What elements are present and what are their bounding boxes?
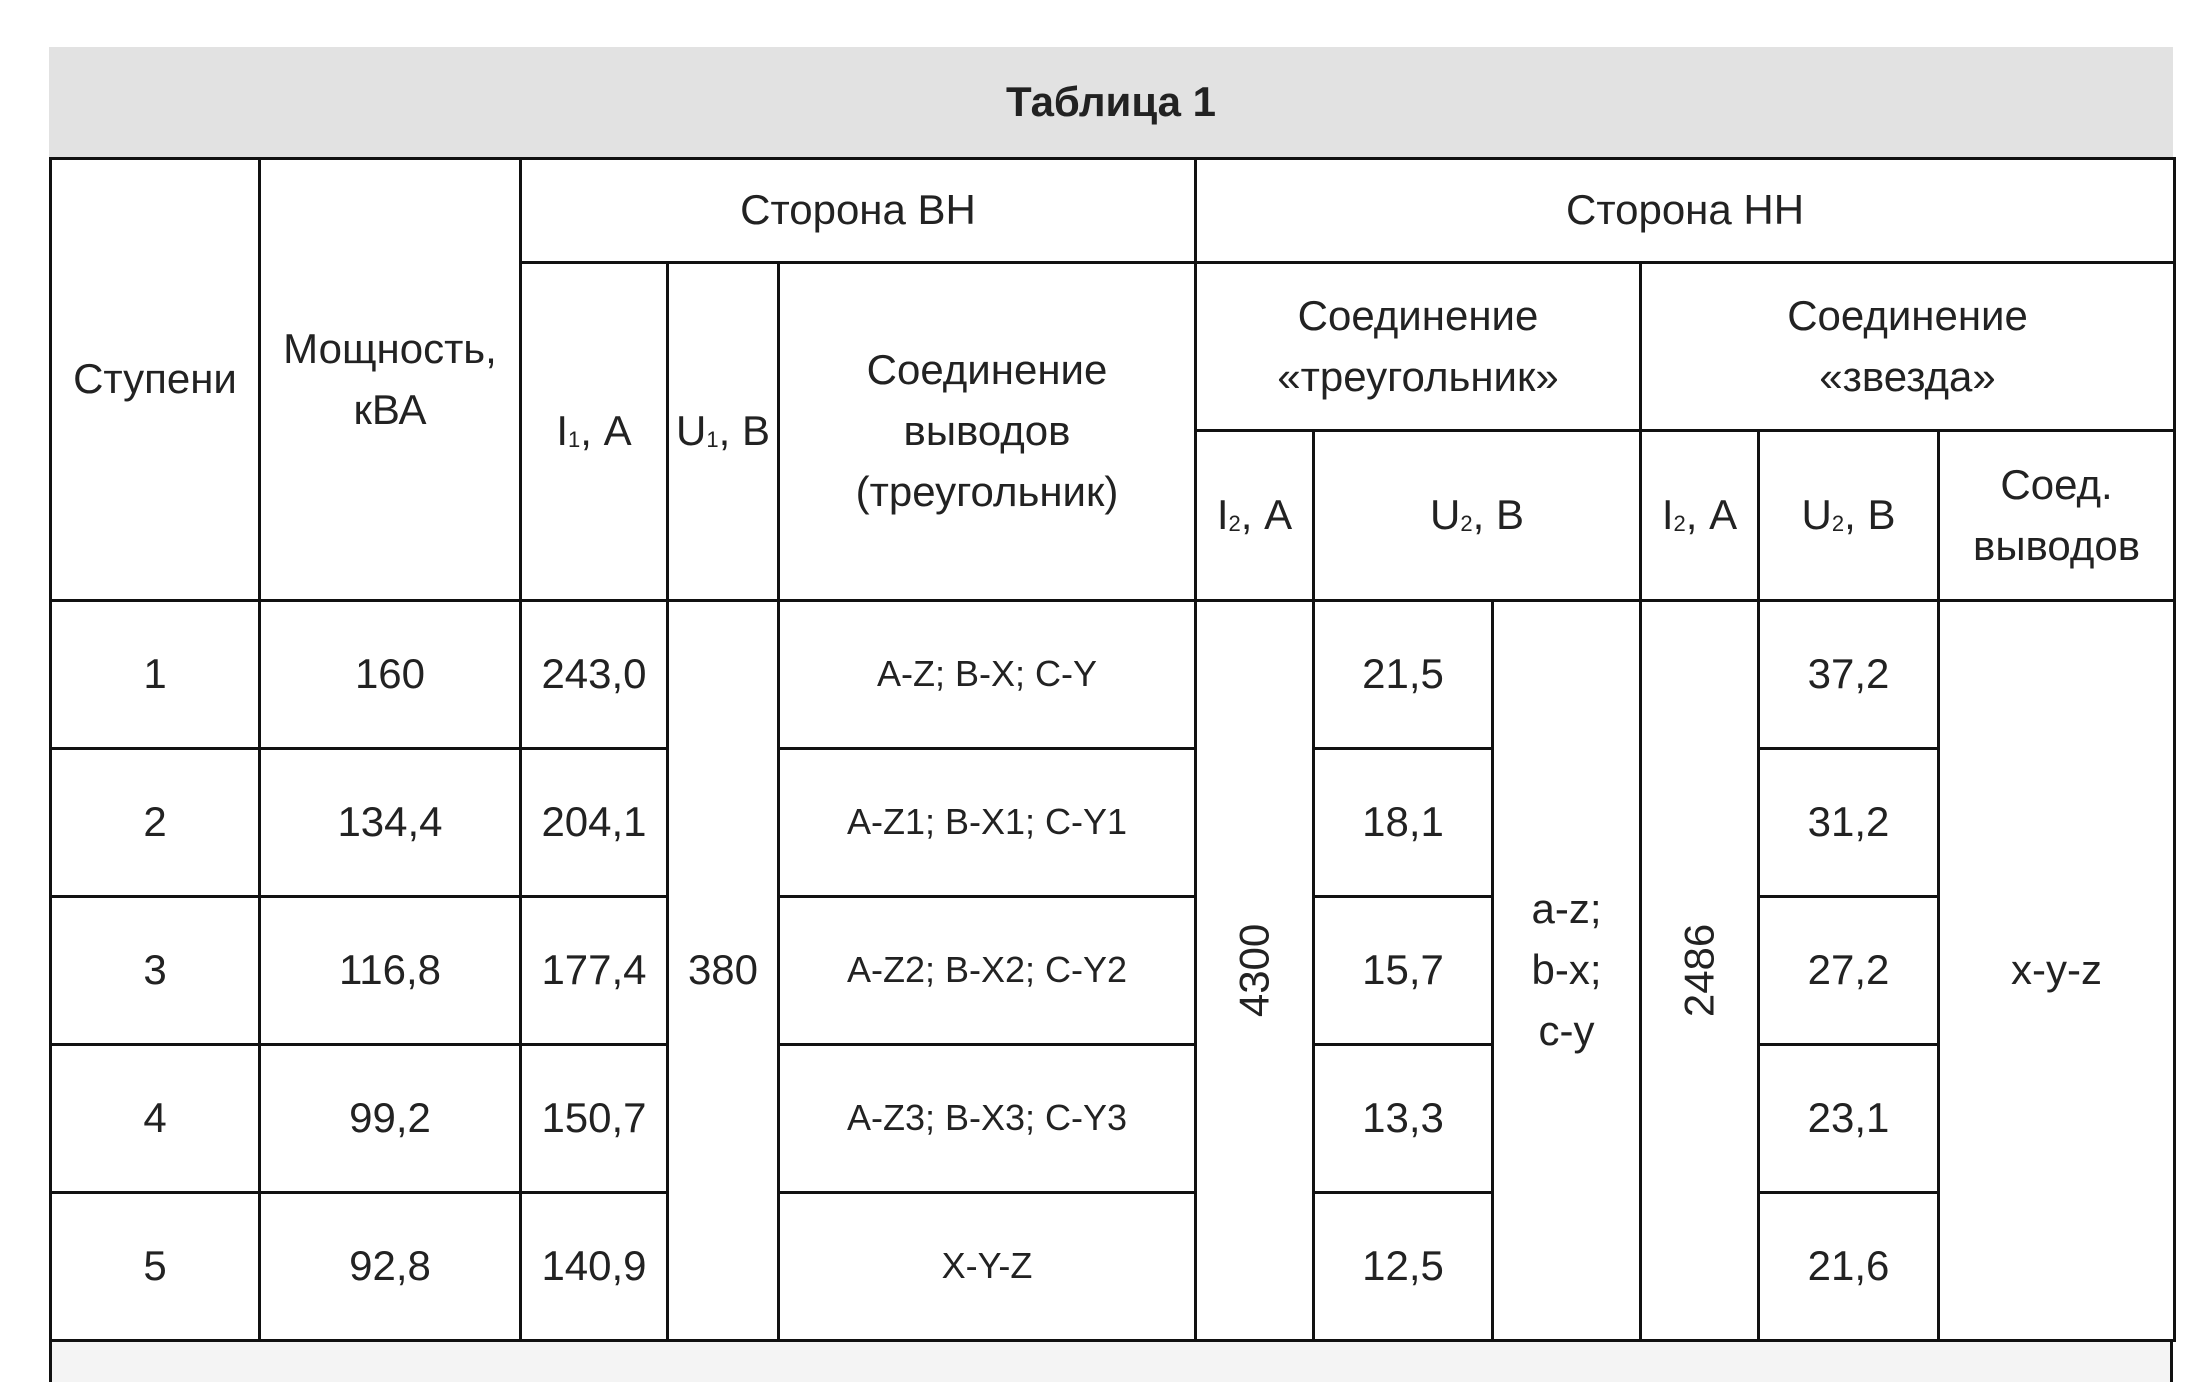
cell-power: 116,8	[260, 897, 521, 1045]
cell-star-u2: 27,2	[1759, 897, 1939, 1045]
cell-delta-u2: 12,5	[1314, 1193, 1493, 1341]
data-table	[49, 157, 2176, 1342]
table-row	[51, 897, 2175, 1045]
cell-step: 4	[51, 1045, 260, 1193]
cell-hv-connection: A-Z; B-X; C-Y	[779, 601, 1196, 749]
table-row	[51, 749, 2175, 897]
cell-u1-merged: 380	[668, 601, 779, 1341]
header-delta-u2: $U_2$, В	[1314, 431, 1641, 601]
cell-delta-u2: 13,3	[1314, 1045, 1493, 1193]
header-star-connection: Соед. выводов	[1939, 431, 2175, 601]
cell-power: 92,8	[260, 1193, 521, 1341]
header-lv-side: Сторона НН	[1196, 159, 2175, 263]
header-u1: $U_1$, В	[668, 263, 779, 601]
cell-star-u2: 23,1	[1759, 1045, 1939, 1193]
cell-delta-connection-merged: a-z; b-x; c-y	[1493, 601, 1641, 1341]
cell-hv-connection: A-Z2; B-X2; C-Y2	[779, 897, 1196, 1045]
cell-delta-i2-merged	[1196, 601, 1314, 1341]
header-star-i2: $I_2$, А	[1641, 431, 1759, 601]
cell-step: 1	[51, 601, 260, 749]
cell-delta-u2: 18,1	[1314, 749, 1493, 897]
header-i1: $I_1$, А	[521, 263, 668, 601]
cell-i1: 243,0	[521, 601, 668, 749]
star-i2-value: 2486	[1675, 923, 1723, 1018]
cell-hv-connection: A-Z1; B-X1; C-Y1	[779, 749, 1196, 897]
cell-step: 2	[51, 749, 260, 897]
cell-step: 3	[51, 897, 260, 1045]
cell-hv-connection: A-Z3; B-X3; C-Y3	[779, 1045, 1196, 1193]
header-lv-delta: Соединение «треугольник»	[1196, 263, 1641, 431]
cell-power: 99,2	[260, 1045, 521, 1193]
table-row	[51, 1045, 2175, 1193]
cell-step: 5	[51, 1193, 260, 1341]
header-steps: Ступени	[51, 159, 260, 601]
cell-power: 134,4	[260, 749, 521, 897]
header-power: Мощность, кВА	[260, 159, 521, 601]
cell-star-u2: 21,6	[1759, 1193, 1939, 1341]
cell-star-u2: 37,2	[1759, 601, 1939, 749]
header-delta-i2: $I_2$, А	[1196, 431, 1314, 601]
table-container	[49, 47, 2173, 1382]
table-row	[51, 1193, 2175, 1341]
table-row	[51, 601, 2175, 749]
cell-i1: 150,7	[521, 1045, 668, 1193]
cell-star-i2-merged	[1641, 601, 1759, 1341]
cell-hv-connection: X-Y-Z	[779, 1193, 1196, 1341]
header-star-u2: $U_2$, В	[1759, 431, 1939, 601]
table-caption: Таблица 1	[49, 47, 2173, 157]
cell-power: 160	[260, 601, 521, 749]
cell-delta-u2: 15,7	[1314, 897, 1493, 1045]
cell-i1: 177,4	[521, 897, 668, 1045]
table-bottom-strip	[49, 1342, 2173, 1382]
header-hv-connection: Соединение выводов (треугольник)	[779, 263, 1196, 601]
cell-star-u2: 31,2	[1759, 749, 1939, 897]
header-lv-star: Соединение «звезда»	[1641, 263, 2175, 431]
cell-delta-u2: 21,5	[1314, 601, 1493, 749]
header-hv-side: Сторона ВН	[521, 159, 1196, 263]
delta-i2-value: 4300	[1230, 923, 1278, 1018]
cell-star-connection-merged: x-y-z	[1939, 601, 2175, 1341]
cell-i1: 140,9	[521, 1193, 668, 1341]
cell-i1: 204,1	[521, 749, 668, 897]
header-row-1	[51, 159, 2175, 263]
